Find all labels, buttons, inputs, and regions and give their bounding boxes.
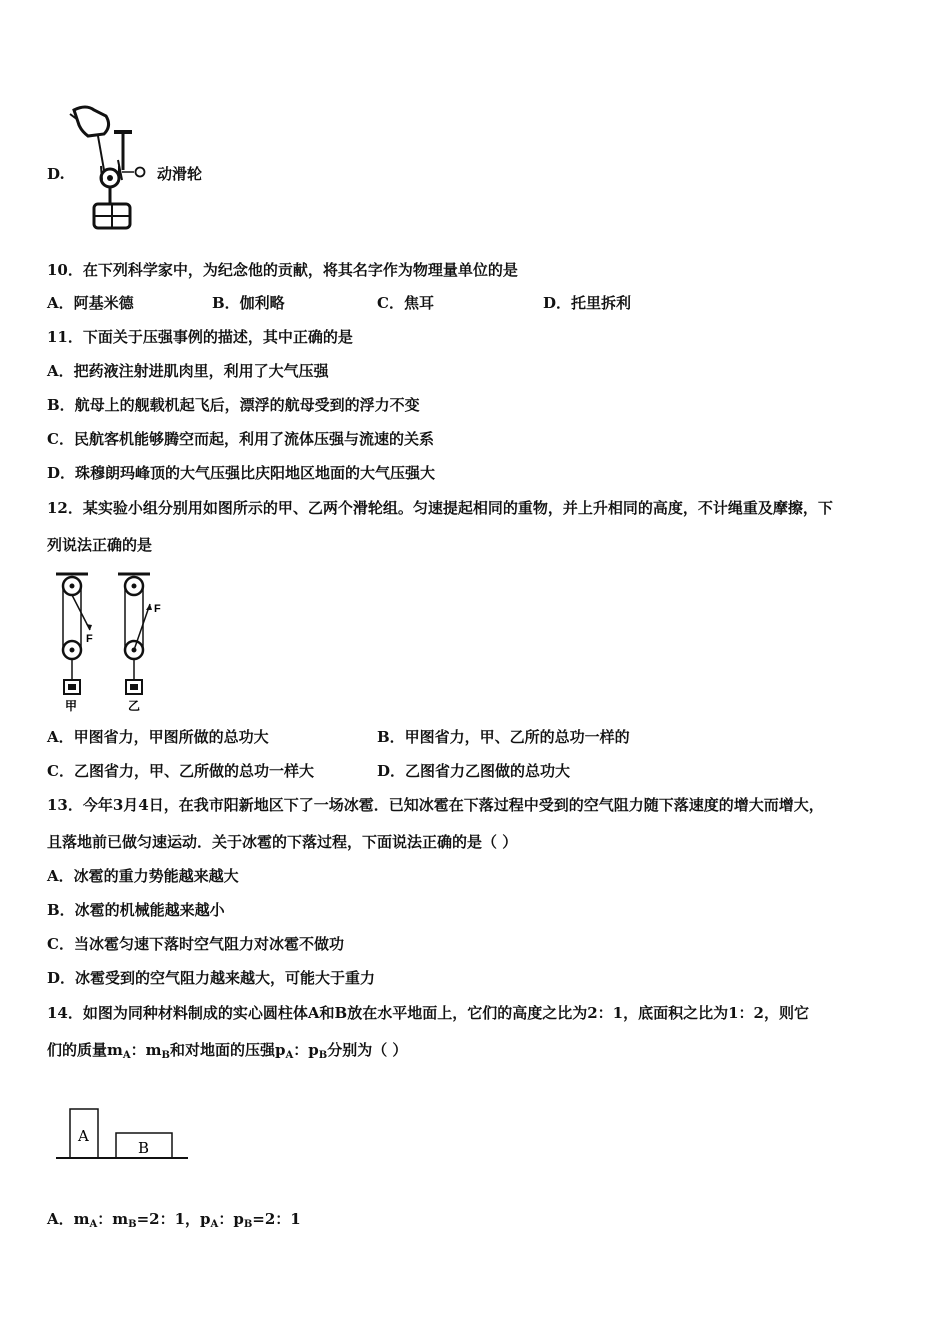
q14-opt-sub-a-1: A (89, 1219, 98, 1230)
q14-sub-a-1: A (122, 1050, 131, 1061)
q14-sub-b-1: B (161, 1050, 170, 1061)
q10-option-b: B．伽利略 (212, 294, 285, 312)
q13-option-c: C．当冰雹匀速下落时空气阻力对冰雹不做功 (47, 935, 344, 953)
q11-stem: 11．下面关于压强事例的描述，其中正确的是 (47, 328, 353, 346)
q11-option-d: D．珠穆朗玛峰顶的大气压强比庆阳地区地面的大气压强大 (47, 464, 436, 482)
q14-stem-text-3: 分别为（ ） (327, 1041, 408, 1059)
q12-option-d: D．乙图省力乙图做的总功大 (377, 762, 571, 780)
pulley-system-b (118, 574, 152, 694)
q13-option-a: A．冰雹的重力势能越来越大 (47, 867, 239, 885)
q14-colon-2: ：p (293, 1041, 319, 1059)
q14-stem-line2 (47, 1040, 407, 1066)
q10-option-a: A．阿基米德 (47, 294, 134, 312)
hand-shape (74, 107, 109, 136)
q14-opt-a-text-3: =2：1，p (136, 1210, 211, 1228)
pulley-systems-figure (48, 570, 178, 715)
q13-option-d: D．冰雹受到的空气阻力越来越大，可能大于重力 (47, 969, 376, 987)
q14-colon-1: ：m (130, 1041, 162, 1059)
q14-option-a (47, 1209, 301, 1235)
q11-option-a: A．把药液注射进肌肉里，利用了大气压强 (47, 362, 329, 380)
q12-option-c: C．乙图省力，甲、乙所做的总功一样大 (47, 762, 314, 780)
q13-stem-line2: 且落地前已做匀速运动．关于冰雹的下落过程，下面说法正确的是（ ） (47, 833, 518, 851)
force-label-a: F (86, 633, 93, 645)
q9-option-d-label: 动滑轮 (157, 165, 203, 183)
q14-opt-a-text-4: ：p (218, 1210, 244, 1228)
q14-opt-sub-b-2: B (243, 1219, 253, 1230)
q10-stem: 10．在下列科学家中，为纪念他的贡献，将其名字作为物理量单位的是 (47, 261, 518, 279)
q9-option-d-letter: D. (47, 165, 65, 183)
q14-sub-b-2: B (318, 1050, 328, 1061)
q14-sub-a-2: A (285, 1050, 294, 1061)
q10-option-c: C．焦耳 (377, 294, 434, 312)
q14-opt-a-text-1: A．m (47, 1210, 90, 1228)
cylinders-figure (54, 1105, 194, 1165)
q13-stem-line1: 13．今年3月4日，在我市阳新地区下了一场冰雹．已知冰雹在下落过程中受到的空气阻力随下落速度的增大而增大， (47, 796, 824, 814)
moving-pulley-figure (66, 100, 146, 230)
q14-opt-a-text-2: ：m (97, 1210, 129, 1228)
caption-b: 乙 (128, 699, 141, 713)
q10-option-d: D．托里拆利 (543, 294, 632, 312)
force-label-b: F (154, 603, 161, 615)
caption-a: 甲 (65, 699, 78, 713)
q14-opt-sub-b-1: B (128, 1219, 137, 1230)
q14-stem-text-1: 们的质量m (47, 1041, 123, 1059)
q12-option-a: A．甲图省力，甲图所做的总功大 (47, 728, 269, 746)
q11-option-c: C．民航客机能够腾空而起，利用了流体压强与流速的关系 (47, 430, 434, 448)
q14-opt-a-text-5: =2：1 (252, 1210, 301, 1228)
q12-stem-line2: 列说法正确的是 (47, 536, 153, 554)
q14-stem-line1: 14．如图为同种材料制成的实心圆柱体A和B放在水平地面上，它们的高度之比为2：1，底面积之比为1：2，则它 (47, 1004, 809, 1022)
q12-stem-line1: 12．某实验小组分别用如图所示的甲、乙两个滑轮组。匀速提起相同的重物，并上升相同的高度，不计绳重及摩擦，下 (47, 499, 833, 517)
cylinder-a-label: A (78, 1127, 89, 1145)
q11-option-b: B．航母上的舰载机起飞后，漂浮的航母受到的浮力不变 (47, 396, 420, 414)
q14-opt-sub-a-2: A (210, 1219, 219, 1230)
cylinder-b-label: B (138, 1139, 150, 1157)
q14-stem-text-2: 和对地面的压强p (169, 1041, 286, 1059)
q13-option-b: B．冰雹的机械能越来越小 (47, 901, 225, 919)
q12-option-b: B．甲图省力，甲、乙所的总功一样的 (377, 728, 630, 746)
